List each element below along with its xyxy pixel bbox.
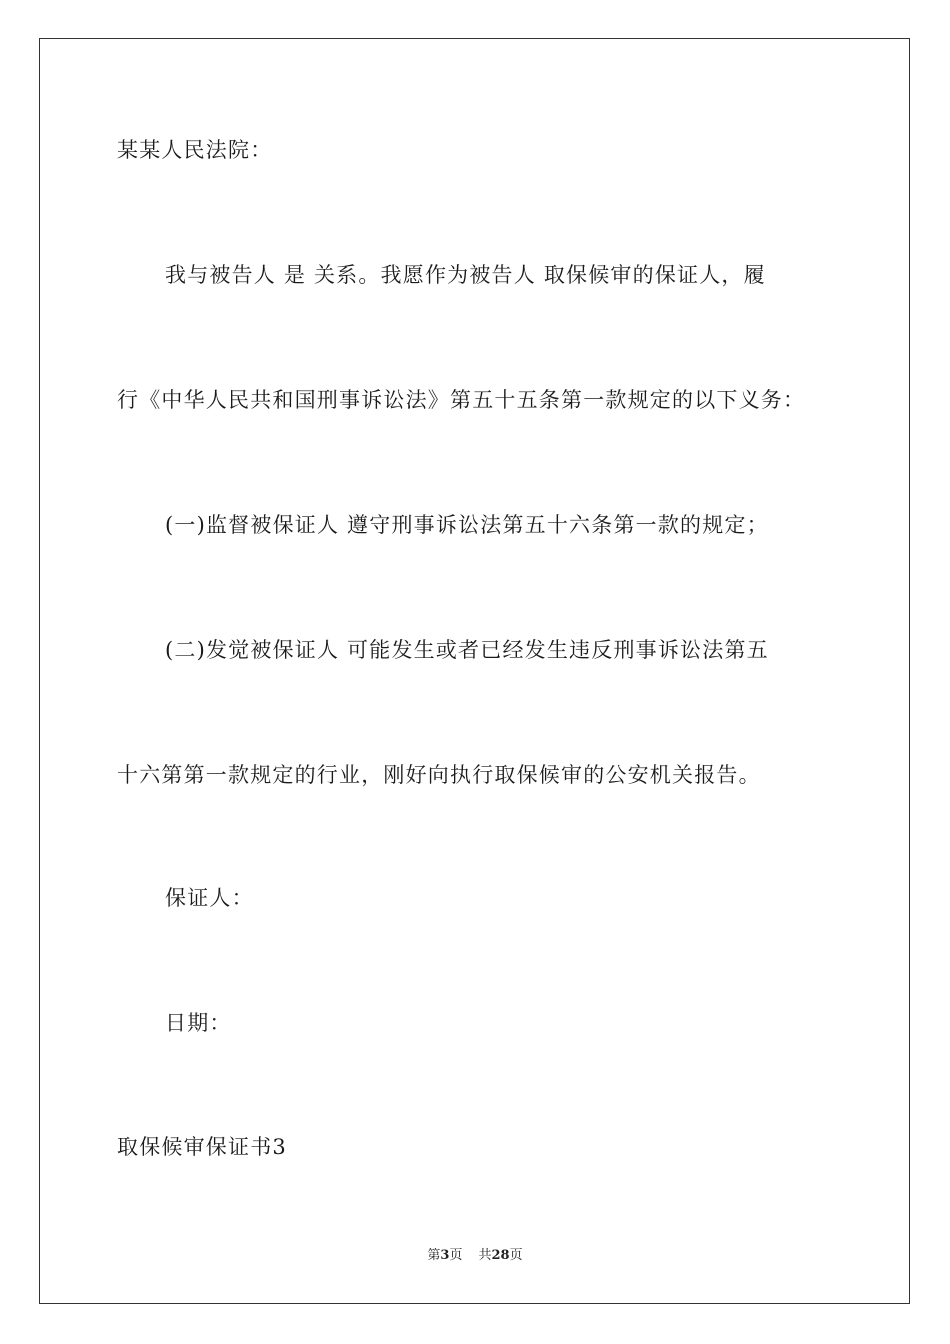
obligation-2-line-1: (二)发觉被保证人 可能发生或者已经发生违反刑事诉讼法第五 bbox=[165, 638, 769, 662]
total-suffix: 页 bbox=[509, 1248, 523, 1263]
section-title: 取保候审保证书3 bbox=[117, 1135, 287, 1159]
page-current: 3 bbox=[440, 1248, 450, 1263]
body-line-2: 行《中华人民共和国刑事诉讼法》第五十五条第一款规定的以下义务： bbox=[117, 388, 806, 412]
page-border bbox=[39, 38, 910, 1304]
page-footer bbox=[0, 1247, 950, 1265]
guarantor-label: 保证人： bbox=[165, 886, 254, 910]
page-suffix: 页 bbox=[449, 1248, 463, 1263]
body-line-1: 我与被告人 是 关系。我愿作为被告人 取保候审的保证人，履 bbox=[165, 263, 766, 287]
obligation-1: (一)监督被保证人 遵守刑事诉讼法第五十六条第一款的规定； bbox=[165, 513, 769, 537]
obligation-2-line-2: 十六第第一款规定的行业，刚好向执行取保候审的公安机关报告。 bbox=[117, 763, 761, 787]
page-prefix: 第 bbox=[427, 1248, 441, 1263]
total-prefix: 共 bbox=[478, 1248, 492, 1263]
date-label: 日期： bbox=[165, 1011, 232, 1035]
salutation: 某某人民法院： bbox=[117, 138, 273, 162]
page-total: 28 bbox=[491, 1248, 510, 1263]
